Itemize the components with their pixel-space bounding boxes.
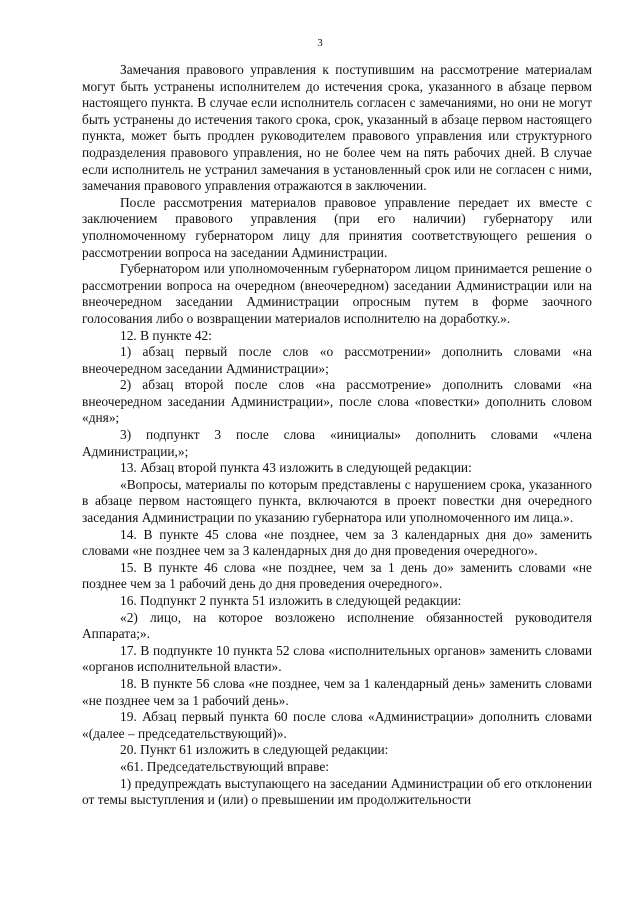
paragraph: 17. В подпункте 10 пункта 52 слова «исполнительных органов» заменить словами «органов исполнительной власти». xyxy=(82,642,592,675)
page-number: 3 xyxy=(317,37,323,49)
paragraph: «Вопросы, материалы по которым представлены с нарушением срока, указанного в абзаце первом настоящего пункта, включаются в проект повестки дня очередного заседания Администрации по указанию губернатора или уполномоченного им лица.». xyxy=(82,476,592,526)
paragraph: 13. Абзац второй пункта 43 изложить в следующей редакции: xyxy=(120,460,472,476)
paragraph: «2) лицо, на которое возложено исполнение обязанностей руководителя Аппарата;». xyxy=(82,609,592,642)
paragraph: 1) предупреждать выступающего на заседании Администрации об его отклонении от темы выступления и (или) о превышении им продолжительности xyxy=(82,775,592,808)
paragraph: 12. В пункте 42: xyxy=(120,327,212,343)
paragraph: 20. Пункт 61 изложить в следующей редакции: xyxy=(120,742,389,758)
paragraph: Замечания правового управления к поступившим на рассмотрение материалам могут быть устранены исполнителем до истечения срока, указанного в абзаце первом настоящего пункта. В случае если исполнитель согласен с замечаниями, но они не могут быть устранены до истечения такого срока, срок, указанный в абзаце первом настоящего пункта, может быть продлен руководителем правового управления или структурного подразделения правового управления, но не более чем на пять рабочих дней. В случае если исполнитель не устранил замечания в установленный срок или не согласен с ними, замечания правового управления отражаются в заключении. xyxy=(82,62,592,194)
paragraph: «61. Председательствующий вправе: xyxy=(120,758,329,774)
paragraph: 15. В пункте 46 слова «не позднее, чем за 1 день до» заменить словами «не позднее чем за 1 рабочий день до дня проведения очередного». xyxy=(82,559,592,592)
paragraph: 1) абзац первый после слов «о рассмотрении» дополнить словами «на внеочередном заседании Администрации»; xyxy=(82,344,592,376)
paragraph: 18. В пункте 56 слова «не позднее, чем за 1 календарный день» заменить словами «не позднее чем за 1 рабочий день». xyxy=(82,675,592,708)
document-body xyxy=(82,62,592,809)
paragraph: 3) подпункт 3 после слова «инициалы» дополнить словами «члена Администрации,»; xyxy=(82,427,592,459)
paragraph: 2) абзац второй после слов «на рассмотрение» дополнить словами «на внеочередном заседании Администрации», после слова «повестки» дополнить словом «дня»; xyxy=(82,377,592,426)
paragraph: 19. Абзац первый пункта 60 после слова «Администрации» дополнить словами «(далее – председательствующий)». xyxy=(82,709,592,741)
paragraph: 14. В пункте 45 слова «не позднее, чем за 3 календарных дня до» заменить словами «не позднее чем за 3 календарных дня до дня проведения очередного». xyxy=(82,526,592,559)
paragraph: После рассмотрения материалов правовое управление передает их вместе с заключением правового управления (при его наличии) губернатору или уполномоченному губернатором лицу для принятия соответствующего решения о рассмотрении вопроса на заседании Администрации. xyxy=(82,194,592,260)
paragraph: Губернатором или уполномоченным губернатором лицом принимается решение о рассмотрении вопроса на очередном (внеочередном) заседании Администрации или на внеочередном заседании Администрации опросным путем в форме заочного голосования либо о возвращении материалов исполнителю на доработку.». xyxy=(82,261,592,326)
paragraph: 16. Подпункт 2 пункта 51 изложить в следующей редакции: xyxy=(120,593,462,608)
